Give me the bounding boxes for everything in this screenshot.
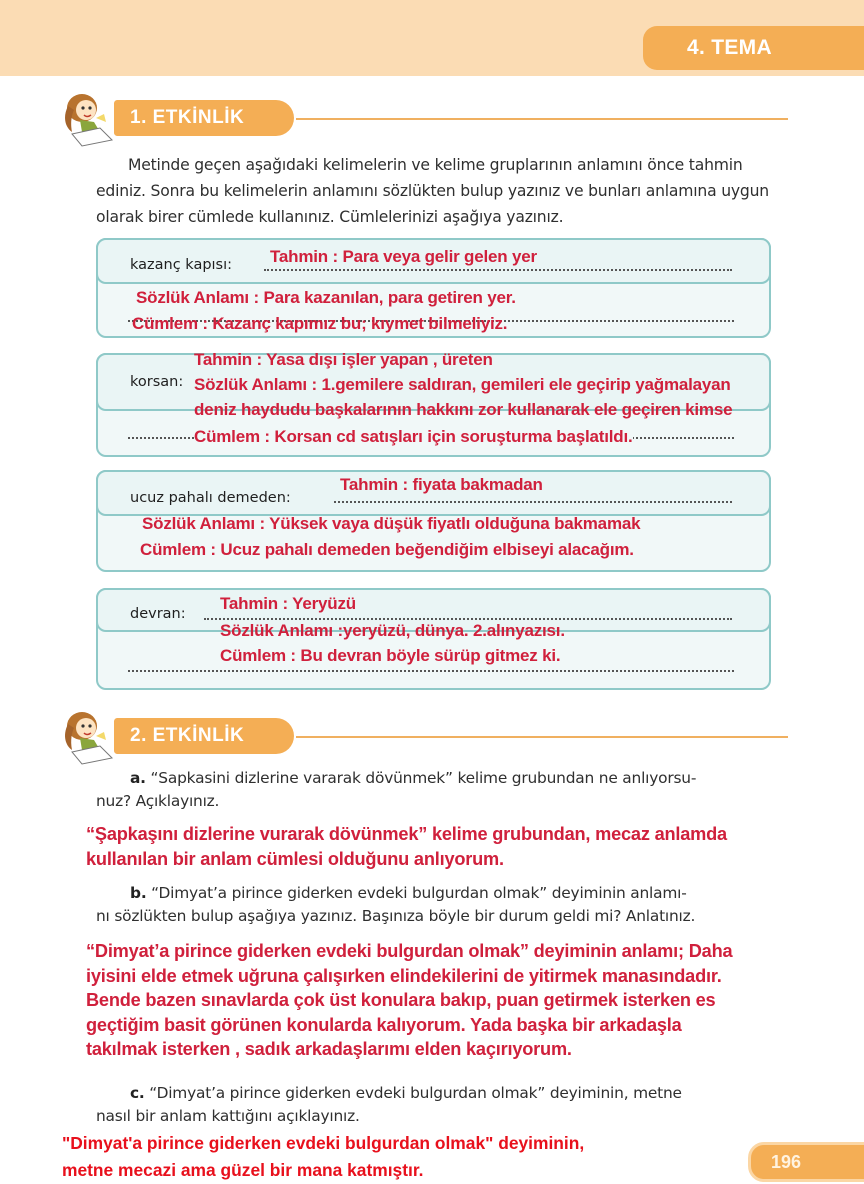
activity2-heading xyxy=(60,706,780,766)
answer-dotted-line xyxy=(334,501,732,503)
answer-line: geçtiğim basit görünen konularda kalıyorum. Yada başka bir arkadaşla xyxy=(86,1014,682,1035)
answer-line: “Şapkaşını dizlerine vurarak dövünmek” kelime grubundan, mecaz anlamda xyxy=(86,824,727,844)
sentence-answer[interactable]: Cümlem : Ucuz pahalı demeden beğendiğim elbiseyi alacağım. xyxy=(140,540,634,559)
answer-line: takılmak isterken , sadık arkadaşlarımı elden kaçırıyorum. xyxy=(86,1039,572,1060)
vocab-term: korsan: xyxy=(130,374,184,390)
page-number: 196 xyxy=(771,1152,802,1172)
question-text-continued: nı sözlükten bulup aşağıya yazınız. Başınıza böyle bir durum geldi mi? Anlatınız. xyxy=(96,907,696,925)
question-text-continued: nuz? Açıklayınız. xyxy=(96,792,220,810)
question-text: “Dimyat’a pirince giderken evdeki bulgurdan olmak” deyiminin anlamı- xyxy=(146,884,687,902)
vocab-term: kazanç kapısı: xyxy=(130,257,233,273)
answer-dotted-line xyxy=(128,670,734,672)
question-letter: c. xyxy=(130,1084,145,1102)
answer-dotted-line xyxy=(204,618,732,620)
guess-answer[interactable]: Tahmin : Yeryüzü xyxy=(220,594,356,613)
activity2-title-pill xyxy=(114,718,294,754)
answer-line: metne mecazi ama güzel bir mana katmıştır. xyxy=(62,1160,424,1180)
sentence-answer[interactable]: Cümlem : Korsan cd satışları için soruşturma başlatıldı. xyxy=(194,427,633,446)
theme-label: 4. TEMA xyxy=(687,36,772,59)
vocab-box-devran xyxy=(96,588,771,690)
question-b xyxy=(96,882,786,928)
answer-c[interactable] xyxy=(62,1130,584,1184)
dictionary-answer[interactable]: Sözlük Anlamı : Para kazanılan, para getiren yer. xyxy=(136,288,516,307)
guess-answer[interactable]: Tahmin : fiyata bakmadan xyxy=(340,475,543,494)
activity1-title-pill xyxy=(114,100,294,136)
answer-a[interactable] xyxy=(86,822,727,871)
dictionary-answer[interactable]: Sözlük Anlamı : 1.gemilere saldıran, gemileri ele geçirip yağmalayan xyxy=(194,375,731,394)
activity1-heading xyxy=(60,88,780,148)
sentence-answer[interactable]: Cümlem : Kazanç kapımız bu; kıymet bilmeliyiz. xyxy=(132,314,508,333)
vocab-box-ucuz-pahali-demeden xyxy=(96,470,771,572)
heading-rule xyxy=(296,736,788,738)
answer-dotted-line xyxy=(264,269,732,271)
dictionary-answer[interactable]: Sözlük Anlamı :yeryüzü, dünya. 2.alınyazısı. xyxy=(220,621,565,640)
sentence-answer[interactable]: Cümlem : Bu devran böyle sürüp gitmez ki. xyxy=(220,646,561,665)
answer-line: kullanılan bir anlam cümlesi olduğunu anlıyorum. xyxy=(86,848,504,869)
answer-line: Bende bazen sınavlarda çok üst konulara bakıp, puan getirmek isterken es xyxy=(86,990,716,1011)
vocab-box-kazanc-kapisi xyxy=(96,238,771,338)
theme-tab xyxy=(643,26,864,70)
question-text-continued: nasıl bir anlam kattığını açıklayınız. xyxy=(96,1107,360,1125)
question-text: “Sapkasini dizlerine vararak dövünmek” kelime grubundan ne anlıyorsu- xyxy=(145,769,697,787)
vocab-term: devran: xyxy=(130,606,186,622)
page-number-tab xyxy=(748,1142,864,1182)
guess-answer[interactable]: Tahmin : Para veya gelir gelen yer xyxy=(270,247,537,266)
answer-line: iyisini elde etmek uğruna çalışırken elindekilerini de yitirmek manasındadır. xyxy=(86,965,722,986)
question-letter: b. xyxy=(130,884,147,902)
answer-line: "Dimyat'a pirince giderken evdeki bulgurdan olmak" deyiminin, xyxy=(62,1133,585,1153)
reading-girl-icon xyxy=(60,706,122,766)
answer-line: “Dimyat’a pirince giderken evdeki bulgurdan olmak” deyiminin anlamı; Daha xyxy=(86,941,733,961)
dictionary-answer[interactable]: Sözlük Anlamı : Yüksek vaya düşük fiyatlı olduğuna bakmamak xyxy=(142,514,641,533)
question-text: “Dimyat’a pirince giderken evdeki bulgurdan olmak” deyiminin, metne xyxy=(144,1084,682,1102)
activity1-title: 1. ETKİNLİK xyxy=(130,107,245,128)
question-letter: a. xyxy=(130,769,146,787)
heading-rule xyxy=(296,118,788,120)
reading-girl-icon xyxy=(60,88,122,148)
dictionary-answer-continued[interactable]: deniz haydudu başkalarının hakkını zor kullanarak ele geçiren kimse xyxy=(194,400,733,419)
answer-b[interactable] xyxy=(86,939,732,1062)
vocab-box-korsan xyxy=(96,350,771,457)
question-c xyxy=(96,1082,786,1128)
activity2-title: 2. ETKİNLİK xyxy=(130,725,245,746)
question-a xyxy=(96,767,786,813)
guess-answer[interactable]: Tahmin : Yasa dışı işler yapan , üreten xyxy=(194,350,493,369)
vocab-term: ucuz pahalı demeden: xyxy=(130,490,291,506)
activity1-instruction: Metinde geçen aşağıdaki kelimelerin ve kelime gruplarının anlamını önce tahmin ediniz. Sonra bu kelimelerin anlamını sözlükten bulup yazınız ve bunları anlamına uygun olarak birer cümlede kullanınız. Cümlelerinizi aşağıya yazınız. xyxy=(96,156,769,226)
